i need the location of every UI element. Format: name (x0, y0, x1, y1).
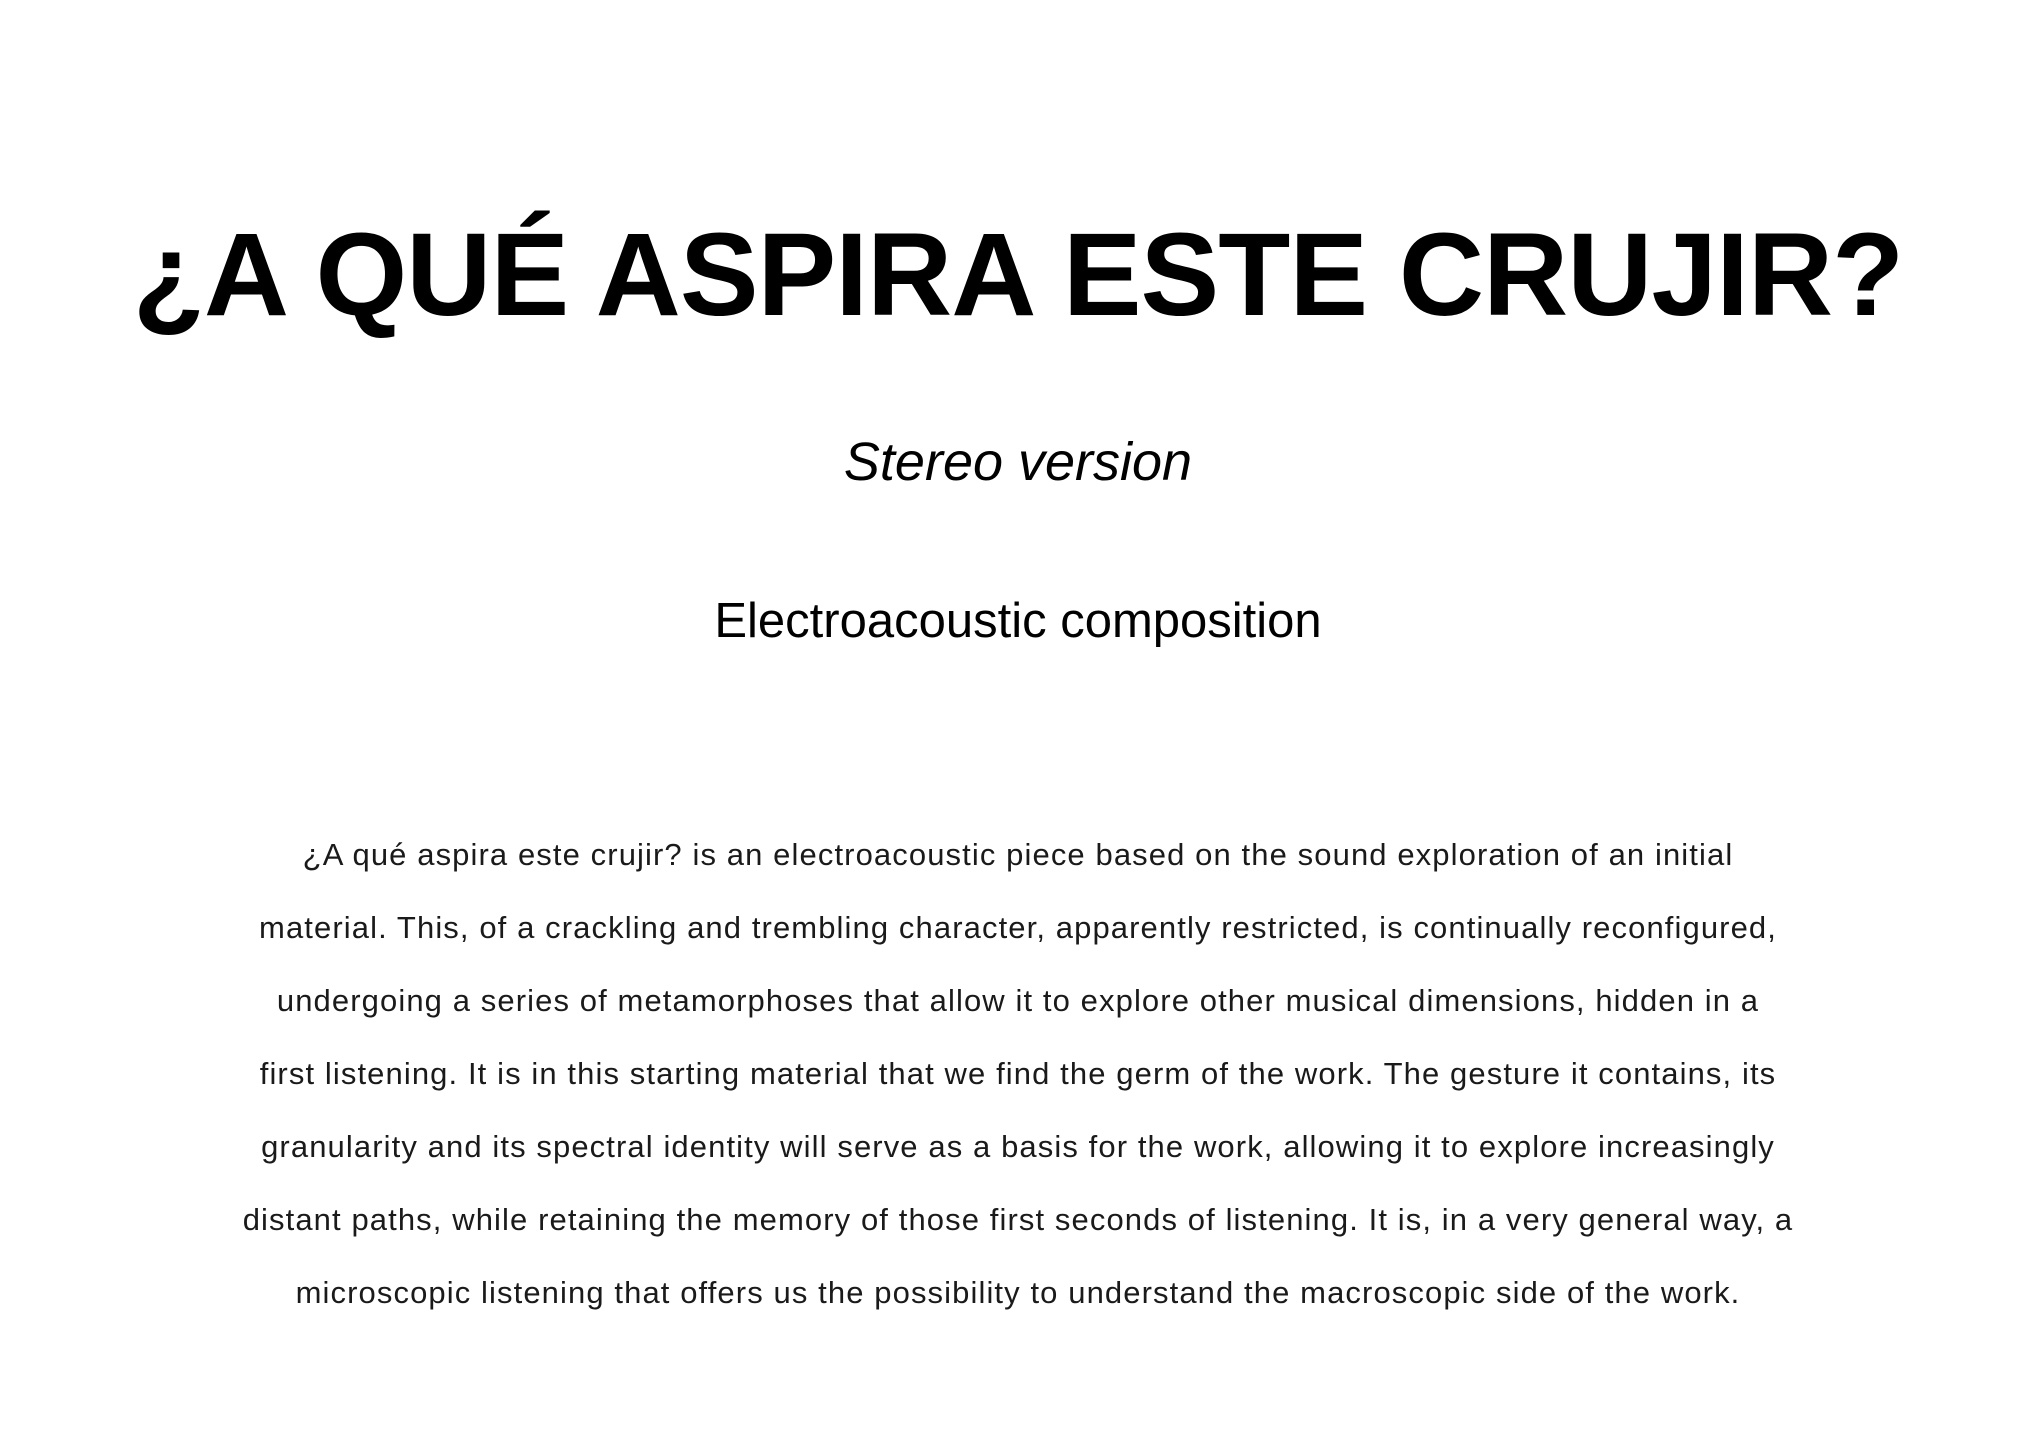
description-line: granularity and its spectral identity will serve as a basis for the work, allowing it to explore increasingly (261, 1129, 1775, 1164)
description-line: ¿A qué aspira este crujir? is an electroacoustic piece based on the sound exploration of an initial (302, 837, 1734, 872)
version-subtitle: Stereo version (843, 432, 1193, 492)
description-paragraph (0, 818, 2036, 1329)
genre-heading: Electroacoustic composition (714, 594, 1322, 648)
description-line: material. This, of a crackling and trembling character, apparently restricted, is continually reconfigured, (259, 910, 1777, 945)
description-line: distant paths, while retaining the memory of those first seconds of listening. It is, in a very general way, a (242, 1202, 1794, 1237)
description-line: first listening. It is in this starting material that we find the germ of the work. The gesture it contains, its (259, 1056, 1777, 1091)
description-line: undergoing a series of metamorphoses that allow it to explore other musical dimensions, hidden in a (276, 983, 1760, 1018)
page-title: ¿A QUÉ ASPIRA ESTE CRUJIR? (132, 209, 1904, 341)
description-line: microscopic listening that offers us the possibility to understand the macroscopic side of the work. (295, 1275, 1741, 1310)
